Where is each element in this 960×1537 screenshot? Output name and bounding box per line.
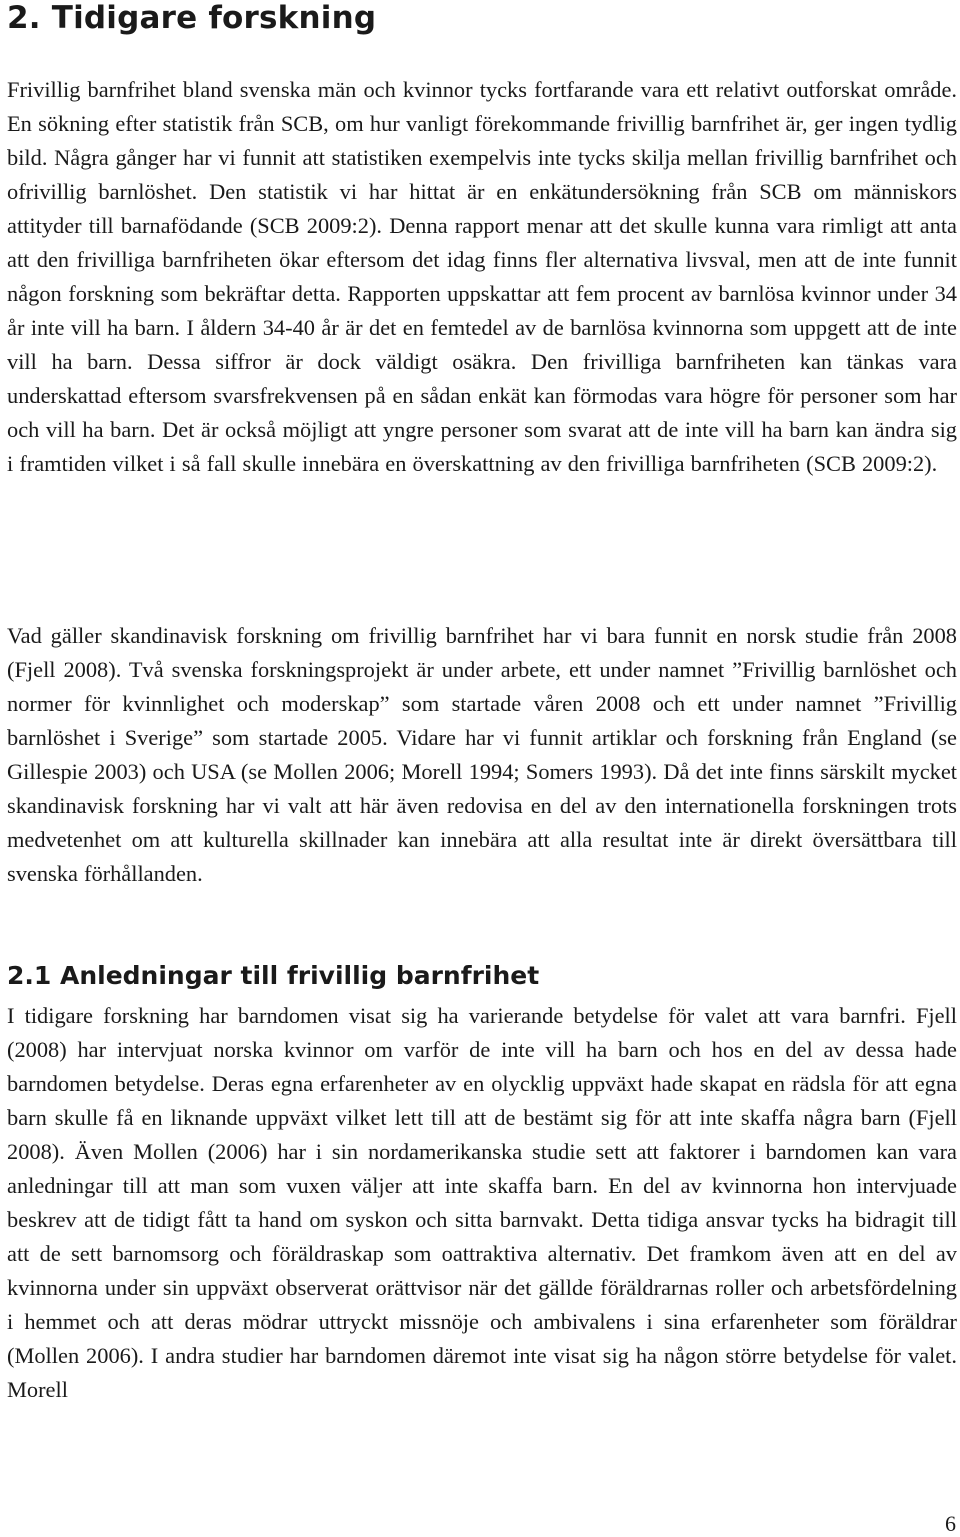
body-paragraph-3: I tidigare forskning har barndomen visat sig ha varierande betydelse för valet att vara barnfri. Fjell (2008) har intervjuat norska kvinnor om varför de inte vill ha barn och hos en del av dessa hade barndomen betydelse. Deras egna erfarenheter av en olycklig uppväxt hade skapat en rädsla för att egna barn skulle få en liknande uppväxt vilket lett till att de bestämt sig för att inte skaffa några barn (Fjell 2008). Även Mollen (2006) har i sin nordamerikanska studie sett att faktorer i barndomen kan vara anledningar till att man som vuxen väljer att inte skaffa barn. En del av kvinnorna hon intervjuade beskrev att de tidigt fått ta hand om syskon och sitta barnvakt. Detta tidiga ansvar tycks ha bidragit till att de sett barnomsorg och föräldraskap som oattraktiva alternativ. Det framkom även att en del av kvinnorna under sin uppväxt observerat orättvisor när det gällde föräldrarnas roller och arbetsfördelning i hemmet och att deras mödrar uttryckt missnöje och ambivalens i sina erfarenheter som föräldrar (Mollen 2006). I andra studier har barndomen däremot inte visat sig ha någon större betydelse för valet. Morell <box>7 1003 957 1402</box>
document-page <box>7 0 957 1402</box>
subsection-heading: 2.1 Anledningar till frivillig barnfrihet <box>7 961 540 990</box>
page-number: 6 <box>945 1511 956 1536</box>
body-paragraph-1: Frivillig barnfrihet bland svenska män och kvinnor tycks fortfarande vara ett relativt outforskat område. En sökning efter statistik från SCB, om hur vanligt förekommande frivillig barnfrihet är, ger ingen tydlig bild. Några gånger har vi funnit att statistiken exempelvis inte tycks skilja mellan frivillig barnfrihet och ofrivillig barnlöshet. Den statistik vi har hittat är en enkätundersökning från SCB om människors attityder till barnafödande (SCB 2009:2). Denna rapport menar att det skulle kunna vara rimligt att anta att den frivilliga barnfriheten ökar eftersom det idag finns fler alternativa livsval, men att de inte funnit någon forskning som bekräftar detta. Rapporten uppskattar att fem procent av barnlösa kvinnor under 34 år inte vill ha barn. I åldern 34-40 år är det en femtedel av de barnlösa kvinnorna som uppgett att de inte vill ha barn. Dessa siffror är dock väldigt osäkra. Den frivilliga barnfriheten kan tänkas vara underskattad eftersom svarsfrekvensen på en sådan enkät kan förmodas vara högre för personer som har och vill ha barn. Det är också möjligt att yngre personer som svarat att de inte vill ha barn kan ändra sig i framtiden vilket i så fall skulle innebära en överskattning av den frivilliga barnfriheten (SCB 2009:2). <box>7 77 957 476</box>
section-heading: 2. Tidigare forskning <box>7 0 377 36</box>
body-paragraph-2: Vad gäller skandinavisk forskning om frivillig barnfrihet har vi bara funnit en norsk studie från 2008 (Fjell 2008). Två svenska forskningsprojekt är under arbete, ett under namnet ”Frivillig barnlöshet och normer för kvinnlighet och moderskap” som startade våren 2008 och ett under namnet ”Frivillig barnlöshet i Sverige” som startade 2005. Vidare har vi funnit artiklar och forskning från England (se Gillespie 2003) och USA (se Mollen 2006; Morell 1994; Somers 1993). Då det inte finns särskilt mycket skandinavisk forskning har vi valt att här även redovisa en del av den internationella forskningen trots medvetenhet om att kulturella skillnader kan innebära att alla resultat inte är direkt översättbara till svenska förhållanden. <box>7 623 957 886</box>
